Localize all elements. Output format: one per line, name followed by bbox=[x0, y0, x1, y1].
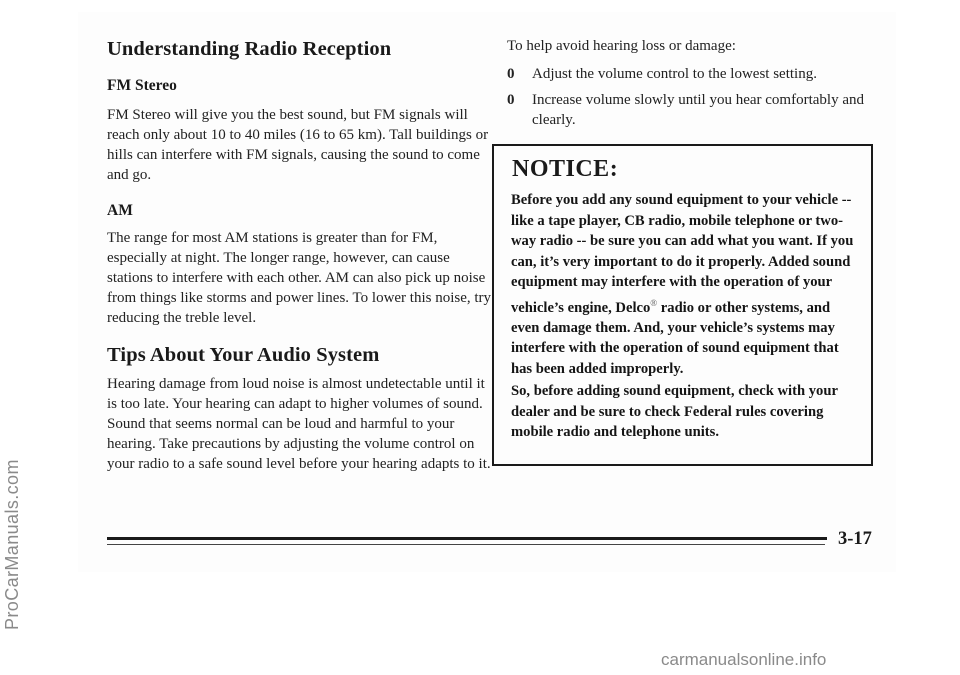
bullet-text: Adjust the volume control to the lowest setting. bbox=[532, 66, 817, 82]
notice-paragraph-1 bbox=[511, 190, 861, 379]
list-item bbox=[507, 90, 879, 130]
page-number: 3-17 bbox=[838, 529, 872, 549]
notice-body bbox=[511, 190, 861, 443]
list-item bbox=[507, 64, 879, 84]
notice-title: NOTICE: bbox=[512, 156, 619, 182]
watermark-bottom: carmanualsonline.info bbox=[661, 650, 827, 669]
notice-text-part-2: radio or other systems, and even damage them. And, your vehicle’s systems may interfere with the operation of sound equipment that has been added improperly. bbox=[511, 299, 839, 377]
footer-rule-thin bbox=[107, 544, 825, 545]
hearing-intro: To help avoid hearing loss or damage: bbox=[507, 38, 736, 54]
left-column bbox=[107, 36, 492, 474]
registered-mark: ® bbox=[650, 297, 658, 308]
paragraph-am: The range for most AM stations is greater than for FM, especially at night. The longer range, however, can cause stations to interfere with each other. AM can also pick up noise from things like storms and power lines. To lower this noise, try reducing the treble level. bbox=[107, 230, 492, 326]
bullet-marker: 0 bbox=[507, 92, 515, 108]
bullet-text: Increase volume slowly until you hear comfortably and clearly. bbox=[532, 92, 864, 128]
heading-am: AM bbox=[107, 202, 133, 219]
section-title-audio-tips: Tips About Your Audio System bbox=[107, 344, 380, 366]
hearing-bullet-list bbox=[507, 64, 879, 130]
footer-rule bbox=[107, 537, 827, 540]
notice-text-part-1: Before you add any sound equipment to your vehicle -- like a tape player, CB radio, mobile telephone or two-way radio -- be sure you can add what you want. If you can, it’s very important to do it properly. Added sound equipment may interfere with the operation of your vehicle’s engine, Delco bbox=[511, 192, 854, 316]
heading-fm-stereo: FM Stereo bbox=[107, 77, 177, 94]
notice-paragraph-2: So, before adding sound equipment, check with your dealer and be sure to check Federal rules covering mobile radio and telephone units. bbox=[511, 383, 838, 441]
section-title-radio-reception: Understanding Radio Reception bbox=[107, 38, 392, 60]
watermark-side: ProCarManuals.com bbox=[2, 459, 22, 630]
notice-box bbox=[492, 144, 873, 466]
bullet-marker: 0 bbox=[507, 66, 515, 82]
right-column bbox=[507, 36, 879, 130]
paragraph-fm-stereo: FM Stereo will give you the best sound, but FM signals will reach only about 10 to 40 miles (16 to 65 km). Tall buildings or hills can interfere with FM signals, causing the sound to come and go. bbox=[107, 107, 489, 183]
paragraph-audio-tips: Hearing damage from loud noise is almost undetectable until it is too late. Your hearing can adapt to higher volumes of sound. Sound that seems normal can be loud and harmful to your hearing. Take precautions by adjusting the volume control on your radio to a safe sound level before your hearing adapts to it. bbox=[107, 376, 491, 472]
